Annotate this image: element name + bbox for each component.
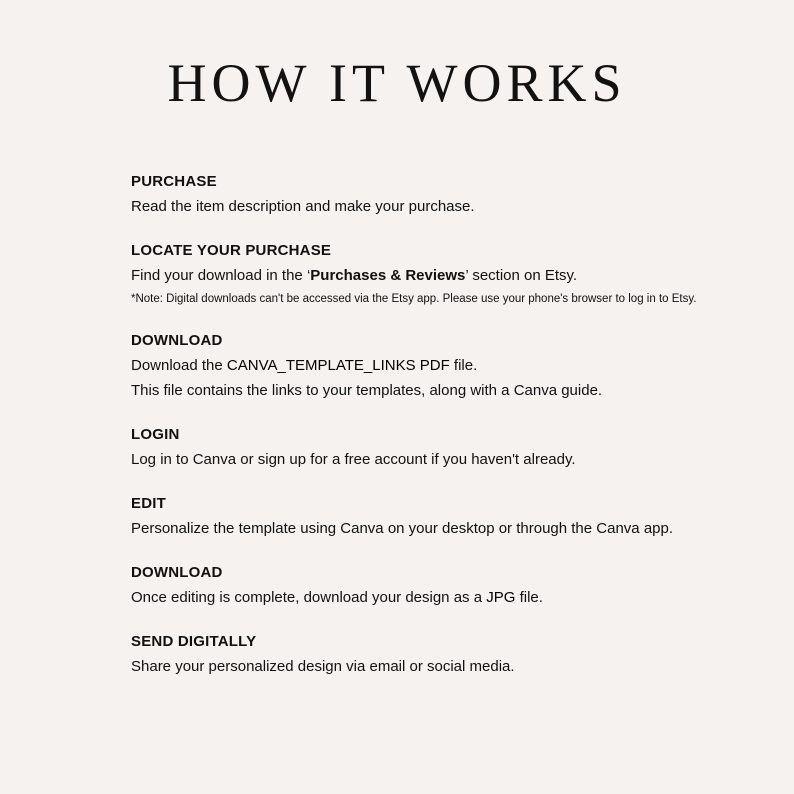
- step-heading: PURCHASE: [131, 173, 217, 190]
- step-text: file.: [515, 589, 543, 606]
- step-locate-purchase: [131, 241, 761, 307]
- step-description: [131, 588, 761, 608]
- step-description-secondary: This file contains the links to your templates, along with a Canva guide.: [131, 382, 603, 399]
- step-description: [131, 266, 761, 286]
- step-login: [131, 425, 761, 470]
- step-download-jpg: [131, 563, 761, 608]
- step-purchase: [131, 172, 761, 217]
- step-heading: EDIT: [131, 495, 166, 512]
- jpg-format-emphasis: JPG: [486, 589, 516, 606]
- step-send-digitally: [131, 632, 761, 677]
- page-title: HOW IT WORKS: [167, 53, 627, 113]
- step-description: Read the item description and make your purchase.: [131, 198, 475, 215]
- step-description: Personalize the template using Canva on your desktop or through the Canva app.: [131, 520, 674, 537]
- step-edit: [131, 494, 761, 539]
- step-text: Find your download in the ‘: [131, 267, 311, 284]
- step-heading: DOWNLOAD: [131, 564, 223, 581]
- step-text: Download the: [131, 357, 227, 374]
- step-heading: LOGIN: [131, 426, 180, 443]
- step-heading: DOWNLOAD: [131, 332, 223, 349]
- purchases-reviews-emphasis: Purchases & Reviews: [310, 267, 466, 284]
- step-heading: LOCATE YOUR PURCHASE: [131, 242, 332, 259]
- step-text: Once editing is complete, download your design as a: [131, 589, 487, 606]
- step-text: file.: [449, 357, 478, 374]
- step-description: Share your personalized design via email or social media.: [131, 658, 515, 675]
- step-heading: SEND DIGITALLY: [131, 633, 257, 650]
- step-description: Log in to Canva or sign up for a free account if you haven't already.: [131, 451, 576, 468]
- step-download-pdf: [131, 331, 761, 401]
- step-note: *Note: Digital downloads can't be accessed via the Etsy app. Please use your phone's browser to log in to Etsy.: [131, 293, 697, 305]
- steps-list: [131, 172, 761, 701]
- step-text: ’ section on Etsy.: [465, 267, 578, 284]
- pdf-filename-emphasis: CANVA_TEMPLATE_LINKS PDF: [226, 357, 450, 374]
- step-description: [131, 356, 761, 376]
